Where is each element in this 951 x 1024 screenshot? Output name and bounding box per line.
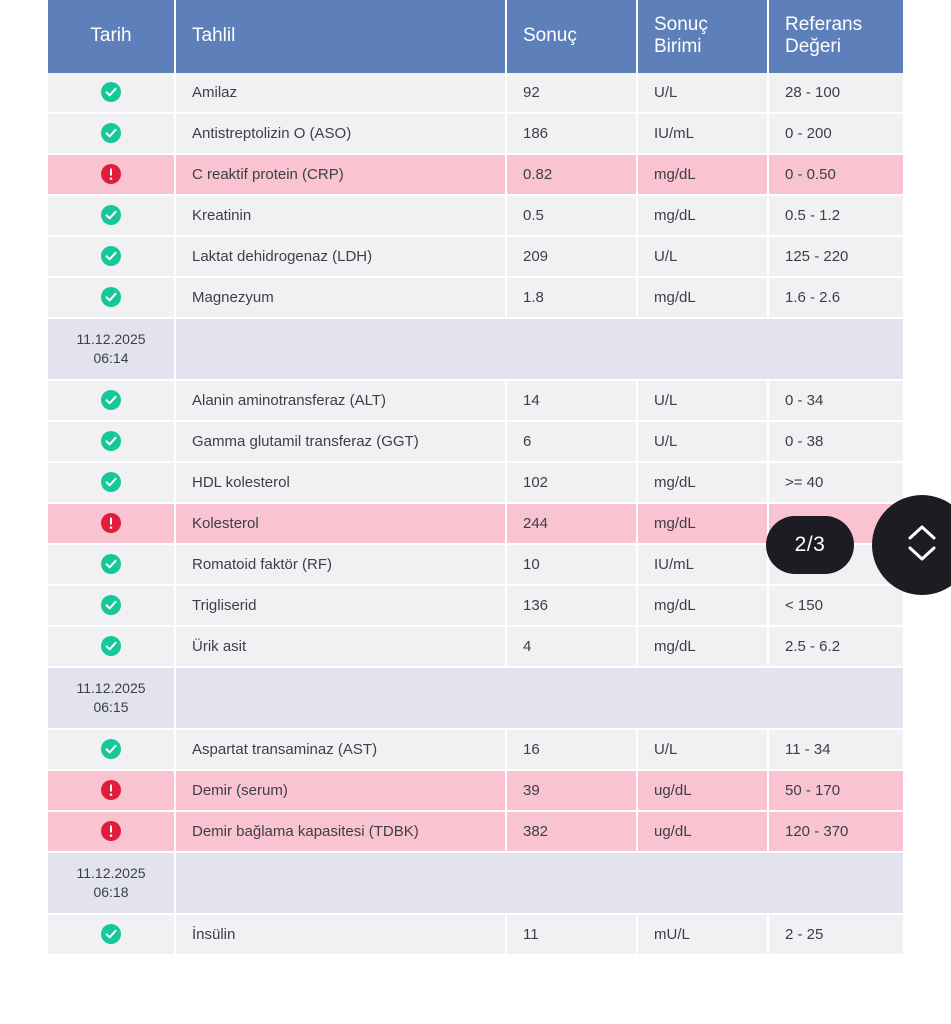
table-header xyxy=(48,0,903,73)
status-ok-icon xyxy=(101,739,121,759)
result-unit-cell: U/L xyxy=(638,730,769,771)
date-cell: 11.12.2025 06:15 xyxy=(48,668,176,730)
table-body xyxy=(48,73,903,956)
result-unit-cell: ug/dL xyxy=(638,771,769,812)
status-alert-icon xyxy=(101,780,121,800)
table-row[interactable] xyxy=(48,812,903,853)
column-header-result: Sonuç xyxy=(507,0,638,73)
result-unit-cell: mg/dL xyxy=(638,155,769,196)
table-row[interactable] xyxy=(48,915,903,956)
status-cell xyxy=(48,915,176,956)
table-header-row xyxy=(48,0,903,73)
table-row[interactable] xyxy=(48,73,903,114)
test-name-cell: Romatoid faktör (RF) xyxy=(176,545,507,586)
test-name-cell: Kreatinin xyxy=(176,196,507,237)
result-value-cell: 14 xyxy=(507,381,638,422)
reference-range-cell: 0.5 - 1.2 xyxy=(769,196,903,237)
result-value-cell: 92 xyxy=(507,73,638,114)
test-name-cell: HDL kolesterol xyxy=(176,463,507,504)
column-header-date: Tarih xyxy=(48,0,176,73)
result-value-cell: 244 xyxy=(507,504,638,545)
table-row[interactable] xyxy=(48,771,903,812)
column-header-unit: Sonuç Birimi xyxy=(638,0,769,73)
result-unit-cell: mg/dL xyxy=(638,196,769,237)
test-name-cell: Demir bağlama kapasitesi (TDBK) xyxy=(176,812,507,853)
reference-range-cell: 50 - 170 xyxy=(769,771,903,812)
status-ok-icon xyxy=(101,246,121,266)
result-value-cell: 136 xyxy=(507,586,638,627)
reference-range-cell: 1.6 - 2.6 xyxy=(769,278,903,319)
result-unit-cell: mg/dL xyxy=(638,278,769,319)
result-unit-cell: mg/dL xyxy=(638,627,769,668)
reference-range-cell: 2.5 - 6.2 xyxy=(769,627,903,668)
reference-range-cell: 11 - 34 xyxy=(769,730,903,771)
status-cell xyxy=(48,237,176,278)
result-value-cell: 11 xyxy=(507,915,638,956)
status-ok-icon xyxy=(101,390,121,410)
status-cell xyxy=(48,422,176,463)
status-cell xyxy=(48,381,176,422)
test-name-cell: Demir (serum) xyxy=(176,771,507,812)
test-name-cell: Ürik asit xyxy=(176,627,507,668)
result-unit-cell: IU/mL xyxy=(638,545,769,586)
reference-range-cell: 0 - 200 xyxy=(769,114,903,155)
result-unit-cell: ug/dL xyxy=(638,812,769,853)
date-separator-filler xyxy=(176,668,903,730)
reference-range-cell: < 150 xyxy=(769,586,903,627)
date-separator-row xyxy=(48,668,903,730)
status-cell xyxy=(48,812,176,853)
status-alert-icon xyxy=(101,164,121,184)
status-cell xyxy=(48,771,176,812)
status-cell xyxy=(48,504,176,545)
table-row[interactable] xyxy=(48,237,903,278)
status-alert-icon xyxy=(101,513,121,533)
lab-results-table xyxy=(48,0,903,956)
test-name-cell: Kolesterol xyxy=(176,504,507,545)
status-cell xyxy=(48,545,176,586)
table-row[interactable] xyxy=(48,155,903,196)
result-value-cell: 4 xyxy=(507,627,638,668)
status-ok-icon xyxy=(101,554,121,574)
date-cell: 11.12.2025 06:18 xyxy=(48,853,176,915)
status-alert-icon xyxy=(101,821,121,841)
table-row[interactable] xyxy=(48,114,903,155)
table-row[interactable] xyxy=(48,278,903,319)
status-cell xyxy=(48,73,176,114)
column-header-test: Tahlil xyxy=(176,0,507,73)
status-ok-icon xyxy=(101,595,121,615)
test-name-cell: Magnezyum xyxy=(176,278,507,319)
result-value-cell: 39 xyxy=(507,771,638,812)
result-unit-cell: mU/L xyxy=(638,915,769,956)
table-row[interactable] xyxy=(48,422,903,463)
reference-range-cell: 0 - 34 xyxy=(769,381,903,422)
result-value-cell: 0.82 xyxy=(507,155,638,196)
page-indicator: 2/3 xyxy=(766,516,854,574)
result-value-cell: 209 xyxy=(507,237,638,278)
table-row[interactable] xyxy=(48,381,903,422)
status-cell xyxy=(48,463,176,504)
date-cell: 11.12.2025 06:14 xyxy=(48,319,176,381)
test-name-cell: Antistreptolizin O (ASO) xyxy=(176,114,507,155)
reference-range-cell: 0 - 38 xyxy=(769,422,903,463)
table-row[interactable] xyxy=(48,463,903,504)
status-cell xyxy=(48,730,176,771)
result-unit-cell: mg/dL xyxy=(638,463,769,504)
result-unit-cell: IU/mL xyxy=(638,114,769,155)
result-value-cell: 6 xyxy=(507,422,638,463)
result-unit-cell: mg/dL xyxy=(638,586,769,627)
status-cell xyxy=(48,278,176,319)
status-ok-icon xyxy=(101,82,121,102)
table-row[interactable] xyxy=(48,627,903,668)
status-ok-icon xyxy=(101,636,121,656)
reference-range-cell: 120 - 370 xyxy=(769,812,903,853)
status-ok-icon xyxy=(101,924,121,944)
reference-range-cell: 125 - 220 xyxy=(769,237,903,278)
date-separator-filler xyxy=(176,319,903,381)
chevron-up-down-icon xyxy=(905,521,939,570)
test-name-cell: Laktat dehidrogenaz (LDH) xyxy=(176,237,507,278)
result-unit-cell: U/L xyxy=(638,422,769,463)
result-unit-cell: mg/dL xyxy=(638,504,769,545)
table-row[interactable] xyxy=(48,196,903,237)
date-separator-row xyxy=(48,853,903,915)
result-value-cell: 102 xyxy=(507,463,638,504)
result-value-cell: 16 xyxy=(507,730,638,771)
result-value-cell: 186 xyxy=(507,114,638,155)
table-row[interactable] xyxy=(48,586,903,627)
result-value-cell: 382 xyxy=(507,812,638,853)
test-name-cell: Amilaz xyxy=(176,73,507,114)
reference-range-cell: 28 - 100 xyxy=(769,73,903,114)
reference-range-cell: 0 - 0.50 xyxy=(769,155,903,196)
test-name-cell: C reaktif protein (CRP) xyxy=(176,155,507,196)
status-cell xyxy=(48,155,176,196)
result-value-cell: 10 xyxy=(507,545,638,586)
status-ok-icon xyxy=(101,472,121,492)
status-ok-icon xyxy=(101,287,121,307)
test-name-cell: Trigliserid xyxy=(176,586,507,627)
status-cell xyxy=(48,114,176,155)
result-value-cell: 0.5 xyxy=(507,196,638,237)
result-unit-cell: U/L xyxy=(638,381,769,422)
reference-range-cell: 2 - 25 xyxy=(769,915,903,956)
test-name-cell: Aspartat transaminaz (AST) xyxy=(176,730,507,771)
status-cell xyxy=(48,586,176,627)
date-separator-row xyxy=(48,319,903,381)
status-ok-icon xyxy=(101,205,121,225)
test-name-cell: İnsülin xyxy=(176,915,507,956)
table-row[interactable] xyxy=(48,730,903,771)
status-ok-icon xyxy=(101,431,121,451)
test-name-cell: Alanin aminotransferaz (ALT) xyxy=(176,381,507,422)
column-header-reference: Referans Değeri xyxy=(769,0,903,73)
result-unit-cell: U/L xyxy=(638,237,769,278)
status-cell xyxy=(48,627,176,668)
test-name-cell: Gamma glutamil transferaz (GGT) xyxy=(176,422,507,463)
status-ok-icon xyxy=(101,123,121,143)
status-cell xyxy=(48,196,176,237)
result-unit-cell: U/L xyxy=(638,73,769,114)
date-separator-filler xyxy=(176,853,903,915)
reference-range-cell: >= 40 xyxy=(769,463,903,504)
result-value-cell: 1.8 xyxy=(507,278,638,319)
